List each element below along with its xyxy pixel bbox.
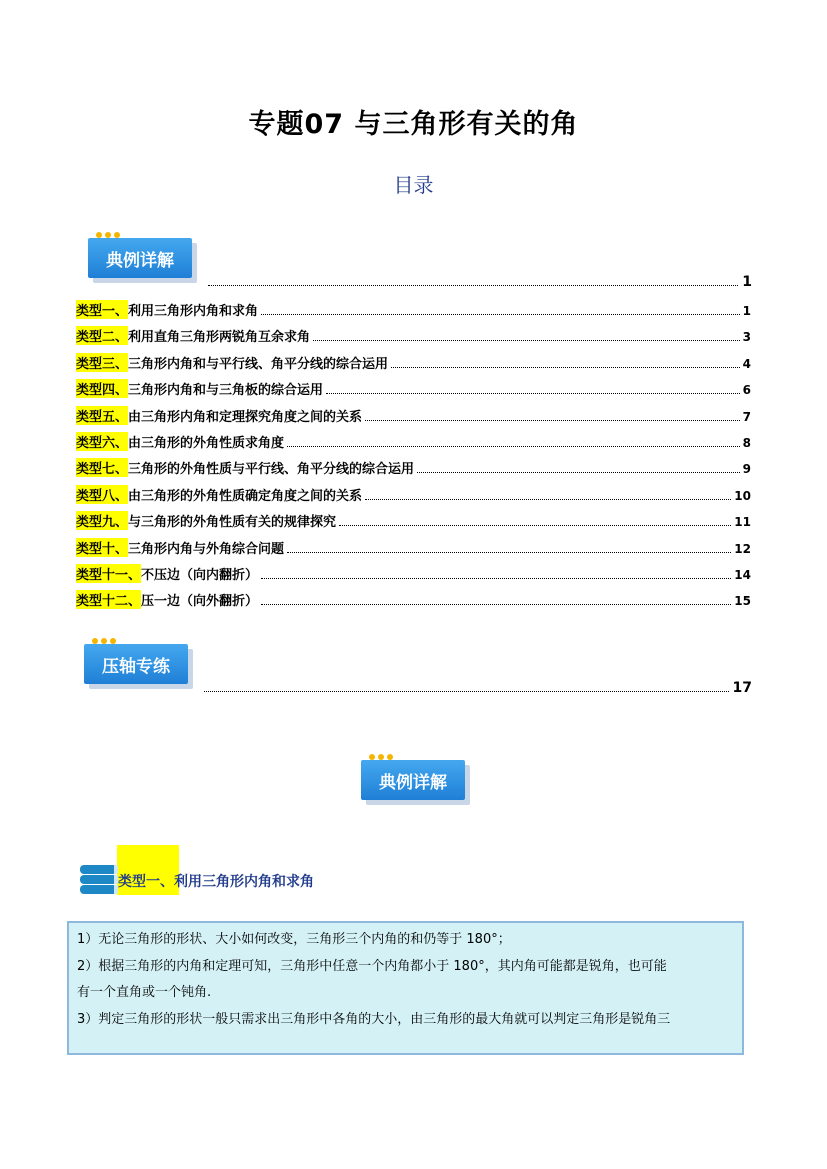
toc-item-type: 类型四、	[76, 379, 128, 398]
toc-examples-line[interactable]	[208, 274, 752, 290]
badge-examples-center-label: 典例详解	[379, 772, 447, 793]
toc-item-title: 利用三角形内角和求角	[128, 304, 259, 319]
dot-leader	[365, 419, 740, 421]
toc-item-type: 类型六、	[76, 432, 128, 451]
toc-item-page: 15	[734, 594, 751, 609]
dots-icon	[96, 232, 120, 238]
toc-item-title: 三角形内角和与三角板的综合运用	[128, 383, 324, 399]
badge-examples-label: 典例详解	[106, 250, 174, 271]
section-text: 利用三角形内角和求角	[174, 874, 314, 890]
dot-leader	[313, 339, 740, 341]
toc-item[interactable]	[76, 590, 751, 609]
badge-examples	[88, 238, 192, 278]
toc-item[interactable]	[76, 564, 751, 583]
toc-heading: 目录	[393, 173, 434, 197]
badge-examples-center	[361, 760, 465, 800]
toc-item[interactable]	[76, 300, 751, 319]
toc-examples-page: 1	[742, 274, 752, 290]
dot-leader	[365, 498, 731, 500]
toc-item-type: 类型三、	[76, 353, 128, 372]
toc-item-type: 类型五、	[76, 406, 128, 425]
badge-practice-label: 压轴专练	[102, 656, 170, 677]
section-type: 类型一、	[118, 874, 174, 890]
toc-item-type: 类型七、	[76, 458, 128, 477]
note-line: 3）判定三角形的形状一般只需求出三角形中各角的大小，由三角形的最大角就可以判定三角形是锐角三	[77, 1011, 671, 1027]
dot-leader	[208, 285, 738, 286]
dots-icon	[92, 638, 116, 644]
dot-leader	[261, 577, 731, 579]
toc-item[interactable]	[76, 538, 751, 557]
toc-item-type: 类型九、	[76, 511, 128, 530]
toc-item-page: 12	[734, 541, 751, 556]
section-title	[118, 871, 314, 891]
toc-item-page: 7	[742, 409, 751, 424]
toc-item-title: 由三角形的外角性质求角度	[128, 436, 285, 451]
dot-leader	[326, 392, 740, 394]
section-heading	[78, 845, 314, 895]
toc-practice-page: 17	[732, 680, 752, 696]
toc-item-title: 三角形内角与外角综合问题	[128, 541, 285, 557]
key-points-box	[67, 921, 744, 1055]
toc-item[interactable]	[76, 326, 751, 345]
toc-item-title: 压一边（向外翻折）	[141, 594, 259, 610]
toc-item-title: 不压边（向内翻折）	[141, 568, 259, 583]
toc-item[interactable]	[76, 458, 751, 477]
toc-item-page: 14	[734, 568, 751, 582]
toc-item[interactable]	[76, 406, 751, 425]
toc-item-page: 11	[734, 515, 751, 530]
toc-item-type: 类型十二、	[76, 590, 141, 609]
toc-item-type: 类型十、	[76, 538, 128, 557]
toc-item-page: 1	[742, 304, 751, 318]
toc-item-type: 类型一、	[76, 300, 128, 319]
toc-item-title: 利用直角三角形两锐角互余求角	[128, 330, 311, 346]
toc-item-title: 由三角形内角和定理探究角度之间的关系	[128, 409, 363, 425]
toc-item-title: 三角形内角和与平行线、角平分线的综合运用	[128, 356, 389, 372]
toc-practice-line[interactable]	[204, 680, 752, 696]
dot-leader	[339, 524, 731, 526]
toc-item[interactable]	[76, 379, 751, 398]
badge-practice	[84, 644, 188, 684]
toc-item-type: 类型二、	[76, 326, 128, 345]
note-line: 1）无论三角形的形状、大小如何改变，三角形三个内角的和仍等于 180°；	[77, 932, 511, 947]
dot-leader	[417, 471, 740, 473]
books-icon	[78, 859, 116, 895]
dot-leader	[287, 445, 740, 447]
toc-item-page: 3	[742, 330, 751, 345]
toc-item[interactable]	[76, 485, 751, 504]
toc-item-page: 10	[734, 488, 751, 503]
dot-leader	[204, 691, 729, 692]
dot-leader	[287, 551, 731, 553]
toc-item-title: 由三角形的外角性质确定角度之间的关系	[128, 488, 363, 504]
toc-item-type: 类型十一、	[76, 564, 141, 583]
dot-leader	[261, 313, 740, 315]
dot-leader	[391, 366, 740, 368]
toc-item[interactable]	[76, 353, 751, 372]
note-line: 2）根据三角形的内角和定理可知，三角形中任意一个内角都小于 180°，其内角可能都是锐角，也可能	[77, 958, 667, 974]
toc-item-page: 4	[742, 356, 751, 371]
dot-leader	[261, 603, 731, 605]
dots-icon	[369, 754, 393, 760]
toc-item-page: 6	[742, 383, 751, 398]
note-line: 有一个直角或一个钝角.	[77, 985, 212, 1000]
toc-item[interactable]	[76, 511, 751, 530]
toc-item-title: 三角形的外角性质与平行线、角平分线的综合运用	[128, 462, 415, 478]
toc-item-type: 类型八、	[76, 485, 128, 504]
toc-item-page: 9	[742, 462, 751, 477]
toc-item-title: 与三角形的外角性质有关的规律探究	[128, 515, 337, 531]
page-title: 专题07 与三角形有关的角	[248, 109, 579, 140]
toc-item[interactable]	[76, 432, 751, 451]
toc-item-page: 8	[742, 436, 751, 450]
